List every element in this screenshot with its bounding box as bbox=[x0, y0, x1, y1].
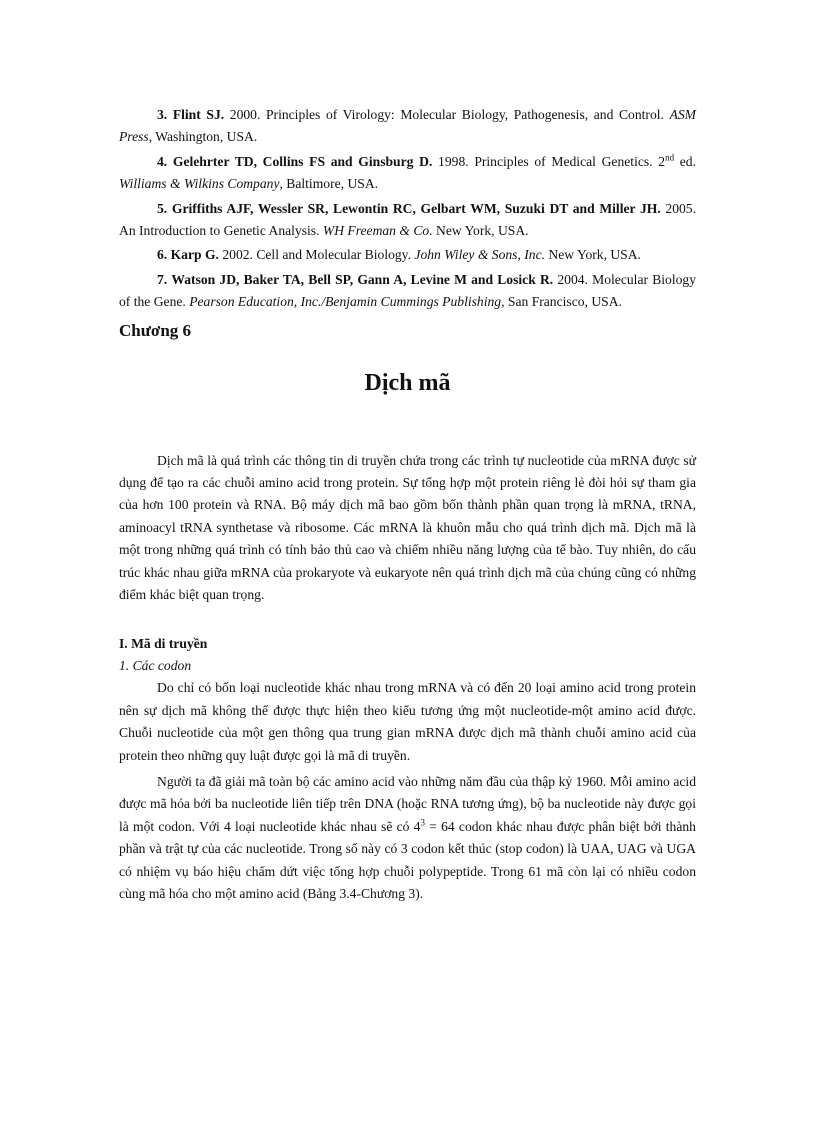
ref-authors: Griffiths AJF, Wessler SR, Lewontin RC, Gelbart WM, Suzuki DT and Miller JH. bbox=[171, 200, 661, 216]
ref-text-2: ed. bbox=[674, 153, 696, 169]
ref-number: 6. bbox=[157, 247, 168, 263]
ref-publisher: Pearson Education, Inc./Benjamin Cummings Publishing, bbox=[189, 294, 505, 310]
ref-publisher: John Wiley & Sons, Inc. bbox=[414, 247, 546, 263]
ref-authors: Karp G. bbox=[170, 247, 219, 263]
ref-text: 2000. Principles of Virology: Molecular Biology, Pathogenesis, and Control. bbox=[224, 107, 670, 122]
body-paragraph-1: Do chỉ có bốn loại nucleotide khác nhau trong mRNA và có đến 20 loại amino acid trong protein nên sự dịch mã không thể được thực hiện theo kiểu tương ứng một nucleotide-một amino acid được. Chuỗi nucleotide của một gen thông qua trung gian mRNA được dịch mã thành chuỗi amino acid của protein theo những quy luật được gọi là mã di truyền. bbox=[119, 680, 696, 763]
ref-text: 2004. Molecular Biology of the Gene. bbox=[119, 271, 696, 310]
para2-exponent: 3 bbox=[420, 817, 425, 828]
ref-authors: Watson JD, Baker TA, Bell SP, Gann A, Levine M and Losick R. bbox=[171, 271, 554, 287]
ref-publisher: Williams & Wilkins Company bbox=[119, 176, 280, 192]
reference-5 bbox=[119, 198, 696, 243]
subsection-heading: 1. Các codon bbox=[119, 657, 192, 673]
ref-number: 5. bbox=[157, 200, 168, 216]
ref-location: , Baltimore, USA. bbox=[279, 176, 379, 192]
ref-superscript: nd bbox=[665, 152, 675, 163]
para2-text-a: Người ta đã giải mã toàn bộ các amino acid vào những năm đầu của thập kỷ 1960. Mỗi amino acid được mã hóa bởi ba nucleotide liên tiếp trên DNA (hoặc RNA tương ứng), bộ ba nucleotide này được gọi là một codon. Với 4 loại nucleotide khác nhau sẽ có 4 bbox=[119, 773, 696, 834]
ref-publisher: ASM Press bbox=[119, 107, 696, 145]
ref-number: 4. bbox=[157, 153, 168, 169]
page-title: Dịch mã bbox=[364, 369, 451, 396]
body-paragraph-2 bbox=[119, 771, 696, 905]
ref-text: 2005. An Introduction to Genetic Analysis. bbox=[119, 200, 696, 239]
para2-text-b: = 64 codon khác nhau được phân biệt bởi thành phần và trật tự của các nucleotide. Trong số này có 3 codon kết thúc (stop codon) là UAA, UAG và UGA có nhiệm vụ báo hiệu chấm dứt việc tổng hợp chuỗi polypeptide. Trong 61 mã còn lại có nhiều codon cùng mã hóa cho một amino acid (Bảng 3.4-Chương 3). bbox=[119, 818, 696, 901]
ref-number: 7. bbox=[157, 271, 168, 287]
reference-7 bbox=[119, 269, 696, 314]
chapter-heading: Chương 6 bbox=[119, 320, 192, 340]
intro-paragraph: Dịch mã là quá trình các thông tin di truyền chứa trong các trình tự nucleotide của mRNA được sử dụng để tạo ra các chuỗi amino acid trong protein. Sự tổng hợp một protein riêng lẻ đòi hỏi sự tham gia của hơn 100 protein và RNA. Bộ máy dịch mã bao gồm bốn thành phần quan trọng là mRNA, tRNA, aminoacyl tRNA synthetase và ribosome. Các mRNA là khuôn mẫu cho quá trình dịch mã. Dịch mã là một trong những quá trình có tính bảo thủ cao và chiếm nhiều năng lượng của tế bào. Tuy nhiên, do cấu trúc khác nhau giữa mRNA của prokaryote và eukaryote nên quá trình dịch mã của chúng cũng có những điểm khác biệt quan trọng. bbox=[119, 452, 696, 603]
ref-number: 3. bbox=[157, 107, 168, 122]
ref-authors: Gelehrter TD, Collins FS and Ginsburg D. bbox=[172, 153, 433, 169]
ref-location: New York, USA. bbox=[545, 247, 641, 263]
ref-location: , Washington, USA. bbox=[148, 129, 258, 145]
document-page bbox=[119, 104, 696, 905]
section-heading: I. Mã di truyền bbox=[119, 635, 208, 651]
reference-3 bbox=[119, 104, 696, 149]
reference-4 bbox=[119, 151, 696, 196]
ref-text: 2002. Cell and Molecular Biology. bbox=[218, 247, 415, 263]
reference-6 bbox=[119, 244, 696, 266]
ref-location: New York, USA. bbox=[432, 223, 529, 239]
ref-location: San Francisco, USA. bbox=[504, 294, 622, 310]
ref-authors: Flint SJ. bbox=[172, 107, 225, 122]
ref-publisher: WH Freeman & Co. bbox=[322, 223, 433, 239]
ref-text: 1998. Principles of Medical Genetics. 2 bbox=[432, 153, 666, 169]
